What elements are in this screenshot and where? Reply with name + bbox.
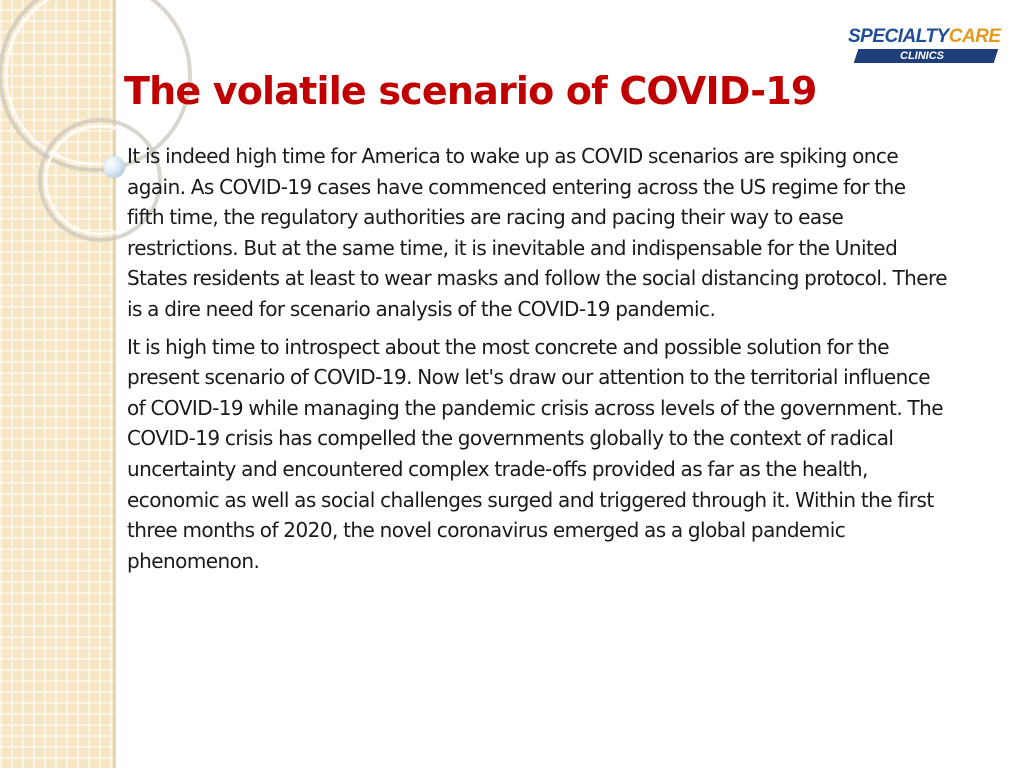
logo-clinics-text: CLINICS — [900, 50, 944, 62]
logo-wordmark — [848, 26, 1001, 48]
body-paragraph-1: It is indeed high time for America to wake up as COVID scenarios are spiking once again. As COVID-19 cases have commenced entering across the US regime for the fifth time, the regulatory authorities are racing and pacing their way to ease restrictions. But at the same time, it is inevitable and indispensable for the United States residents at least to wear masks and follow the social distancing protocol. There is a dire need for scenario analysis of the COVID-19 pandemic. — [127, 144, 948, 321]
slide-body — [127, 141, 947, 583]
logo-care-text: CARE — [948, 26, 1001, 47]
specialty-care-clinics-logo — [848, 24, 1001, 68]
decorative-bullet-dot — [103, 156, 125, 178]
body-paragraph-2: It is high time to introspect about the most concrete and possible solution for the present scenario of COVID-19. Now let's draw our attention to the territorial influence of COVID-19 while managing the pandemic crisis across levels of the government. The COVID-19 crisis has compelled the governments globally to the context of radical uncertainty and encountered complex trade-offs provided as far as the health, economic as well as social challenges surged and triggered through it. Within the first three months of 2020, the novel coronavirus emerged as a global pandemic phenomenon. — [127, 334, 943, 573]
logo-specialty-text: SPECIALTY — [848, 26, 949, 47]
slide-title: The volatile scenario of COVID-19 — [124, 69, 817, 113]
